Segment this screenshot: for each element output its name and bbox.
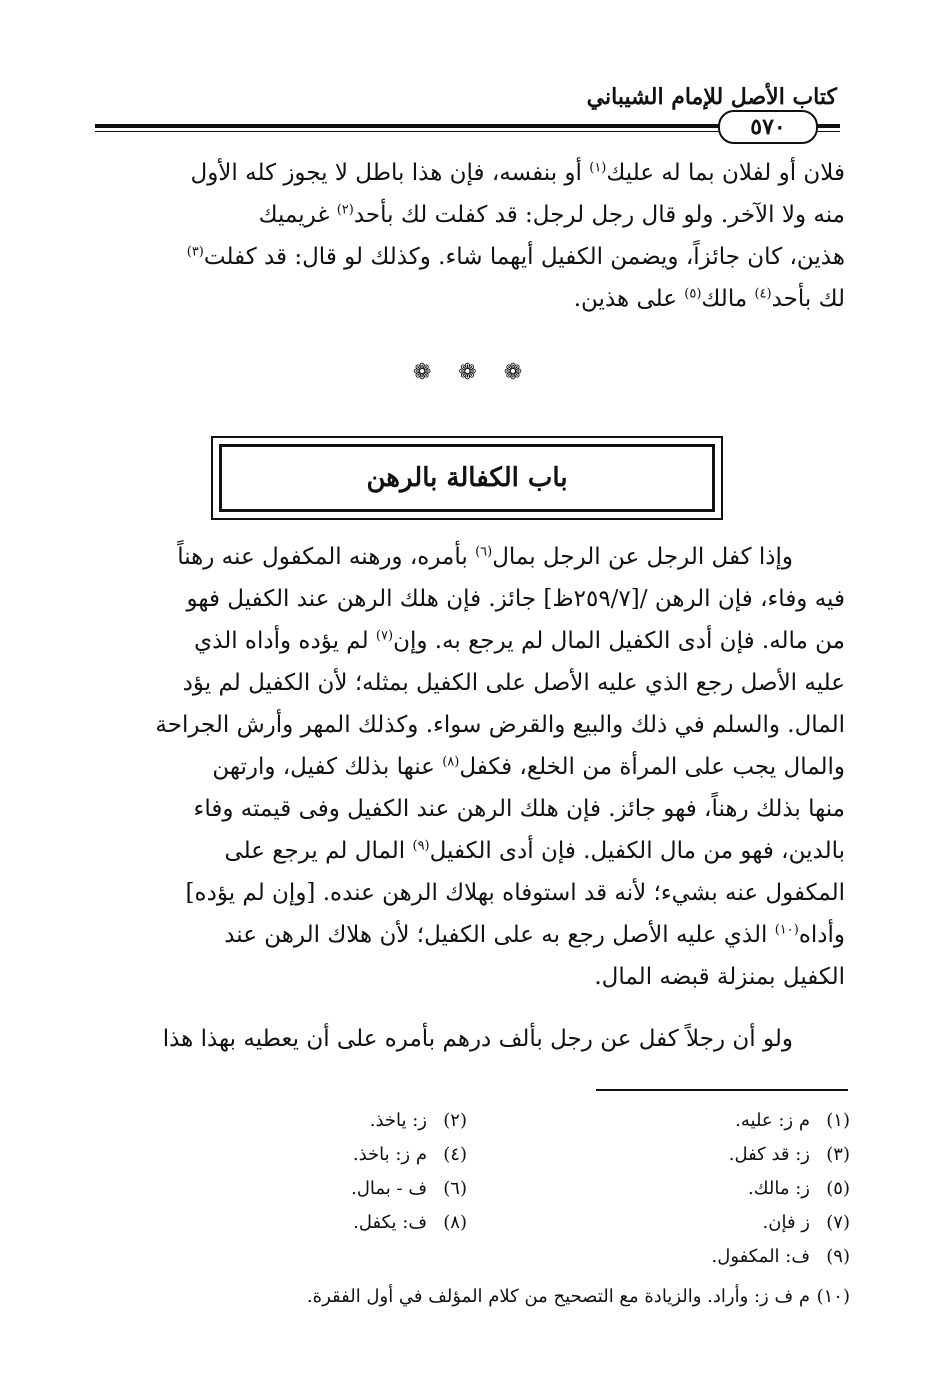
footnote-item [763,1211,850,1235]
text-line [100,536,845,578]
text-run: فلان أو لفلان بما له عليك [606,160,845,186]
footnote-text: ف: يكفل. [353,1212,427,1233]
footnote-number: (١) [826,1110,850,1131]
page-number: ٥٧٠ [718,110,818,144]
section-separator: ❁ ❁ ❁ [412,360,533,385]
footnote-number: (٥) [826,1178,850,1199]
text-run: وإذا كفل الرجل عن الرجل بمال [492,544,793,570]
text-run: والمال يجب على المرأة من الخلع، فكفل [459,754,845,780]
footnote-reference: (٨) [442,754,460,770]
text-run: الكفيل بمنزلة قبضه المال. [594,964,845,990]
text-run: عليه الأصل رجع الذي عليه الأصل على الكفيل بمثله؛ لأن الكفيل لم يؤد [182,670,845,696]
text-run: لك بأحد [771,286,845,312]
text-line [100,788,845,830]
text-line [100,956,845,998]
text-run: فيه وفاء، فإن الرهن /[٢٥٩/٧ظ] جائز. فإن هلك الرهن عند الكفيل فهو [186,586,845,612]
footnote-item [748,1177,850,1201]
chapter-title: باب الكفالة بالرهن [219,444,715,512]
text-line [100,152,845,194]
footnote-reference: (٥) [684,286,702,302]
running-title: كتاب الأصل للإمام الشيباني [586,84,837,110]
footnote-rule [596,1089,848,1091]
text-run: المكفول عنه بشيء؛ لأنه قد استوفاه بهلاك الرهن عنده. [وإن لم يؤده] [185,880,845,906]
text-run: بأمره، ورهنه المكفول عنه رهناً [177,544,476,570]
text-run: مالك [701,286,755,312]
text-run: لم يؤده وأداه الذي [194,628,376,654]
text-run: غريميك [258,202,337,228]
footnote-item [307,1285,850,1309]
footnote-text: ز: ياخذ. [369,1110,427,1131]
footnote-item [729,1143,850,1167]
footnote-number: (٩) [826,1246,850,1267]
footnote-number: (٤) [443,1144,467,1165]
text-run: وأداه [798,922,845,948]
footnote-item [351,1177,467,1201]
text-run: المال لم يرجع على [224,838,413,864]
text-line [100,872,845,914]
footnote-reference: (٣) [186,244,204,260]
text-run: منها بذلك رهناً، فهو جائز. فإن هلك الرهن عند الكفيل وفى قيمته وفاء [193,796,845,822]
footnote-item [735,1109,850,1133]
footnote-text: م ز: باخذ. [352,1144,427,1165]
footnote-text: ز: قد كفل. [728,1144,810,1165]
text-run: أو بنفسه، فإن هذا باطل لا يجوز كله الأول [190,160,590,186]
text-run: على هذين. [573,286,685,312]
chapter-title-frame [211,436,723,520]
footnote-reference: (١٠) [774,922,799,938]
footnote-item [370,1109,467,1133]
text-line [100,194,845,236]
footnote-reference: (٤) [754,286,772,302]
footnote-reference: (٦) [475,544,493,560]
text-run: الذي عليه الأصل رجع به على الكفيل؛ لأن هلاك الرهن عند [224,922,775,948]
footnote-number: (٢) [443,1110,467,1131]
footnote-text: ف - بمال. [351,1178,427,1199]
text-line [100,746,845,788]
footnote-number: (٣) [826,1144,850,1165]
text-run: المال. والسلم في ذلك والبيع والقرض سواء. وكذلك المهر وأرش الجراحة [155,712,845,738]
text-line [100,830,845,872]
footnote-text: ف: المكفول. [711,1246,810,1267]
footnote-text: م ف ز: وأراد. والزيادة مع التصحيح من كلام المؤلف في أول الفقرة. [306,1286,810,1307]
footnote-number: (٧) [826,1212,850,1233]
final-paragraph-line: ولو أن رجلاً كفل عن رجل بألف درهم بأمره على أن يعطيه بهذا هذا [162,1026,793,1052]
text-run: عنها بذلك كفيل، وارتهن [212,754,443,780]
footnote-reference: (٢) [336,202,354,218]
main-paragraph [100,536,845,998]
text-line [100,278,845,320]
footnote-number: (٦) [443,1178,467,1199]
text-line [100,704,845,746]
text-line [100,236,845,278]
text-run: منه ولا الآخر. ولو قال رجل لرجل: قد كفلت لك بأحد [353,202,845,228]
footnote-item [712,1245,850,1269]
footnote-reference: (١) [589,160,607,176]
footnote-item [353,1143,467,1167]
text-line [100,578,845,620]
footnote-text: ز فإن. [762,1212,810,1233]
footnote-item [353,1211,467,1235]
intro-paragraph [100,152,845,320]
footnote-text: ز: مالك. [748,1178,810,1199]
footnote-reference: (٧) [375,628,394,644]
footnote-text: م ز: عليه. [735,1110,810,1131]
footnote-number: (٨) [443,1212,467,1233]
footnote-reference: (٩) [412,838,430,854]
text-line [100,662,845,704]
final-paragraph [100,1018,845,1060]
text-run: من ماله. فإن أدى الكفيل المال لم يرجع به. وإن [393,628,845,654]
text-run: بالدين، فهو من مال الكفيل. فإن أدى الكفيل [429,838,845,864]
footnote-number: (١٠) [816,1286,850,1307]
text-run: هذين، كان جائزاً، ويضمن الكفيل أيهما شاء. وكذلك لو قال: قد كفلت [203,244,845,270]
text-line [100,620,845,662]
text-line [100,914,845,956]
